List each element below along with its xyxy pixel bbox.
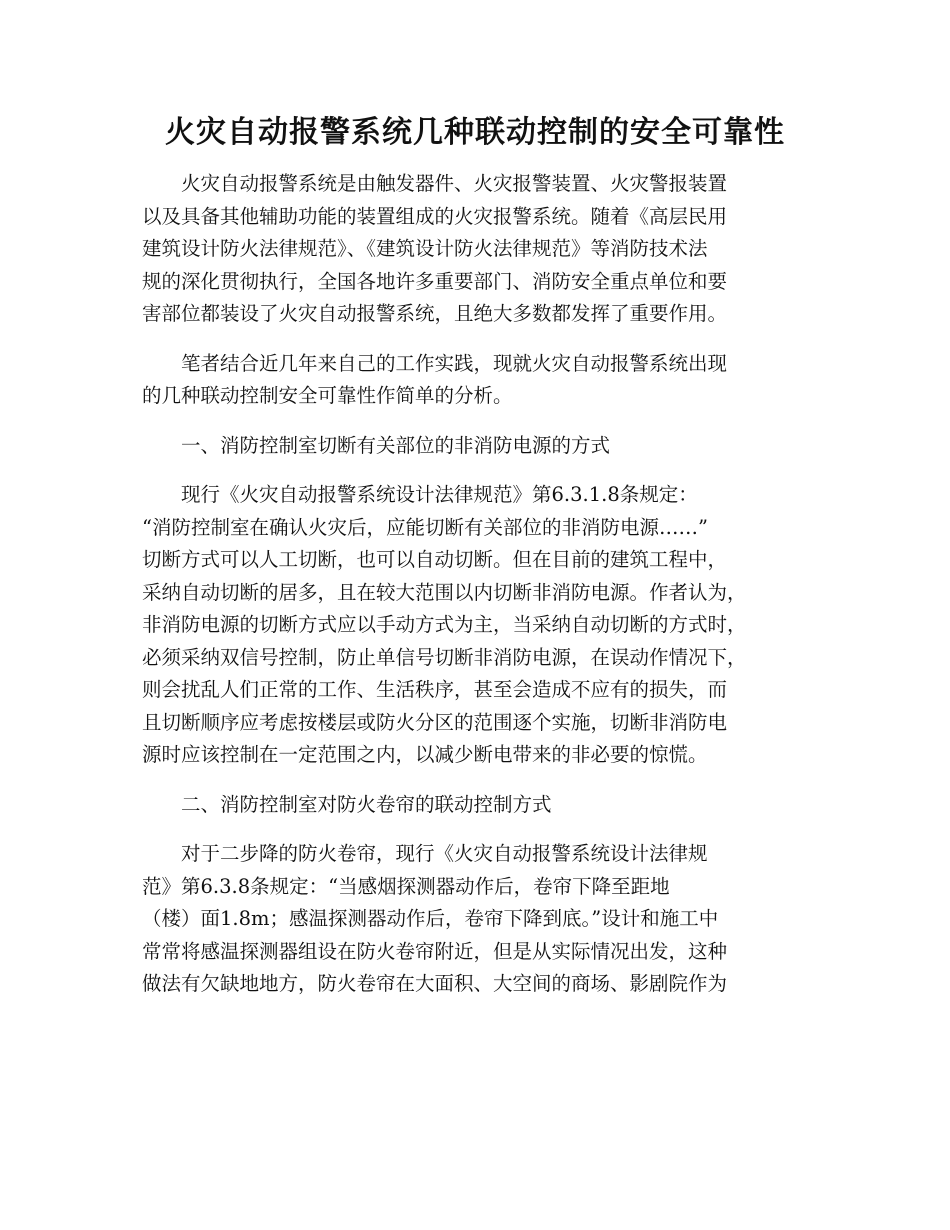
text-line: 范》第6.3.8条规定：“当感烟探测器动作后，卷帘下降至距地 bbox=[142, 874, 670, 898]
text-line: 源时应该控制在一定范围之内，以减少断电带来的非必要的惊慌。 bbox=[142, 743, 708, 766]
text-line: 规的深化贯彻执行，全国各地许多重要部门、消防安全重点单位和要 bbox=[142, 269, 728, 293]
document-page bbox=[142, 108, 808, 1001]
text-line: （楼）面1.8m；感温探测器动作后，卷帘下降到底。”设计和施工中 bbox=[142, 907, 719, 930]
text-line: 做法有欠缺地地方，防火卷帘在大面积、大空间的商场、影剧院作为 bbox=[142, 972, 728, 995]
paragraph-intro bbox=[142, 168, 808, 331]
text-line: 对于二步降的防火卷帘，现行《火灾自动报警系统设计法律规 bbox=[142, 842, 708, 865]
text-line: 现行《火灾自动报警系统设计法律规范》第6.3.1.8条规定： bbox=[142, 483, 698, 506]
paragraph-author-note bbox=[142, 348, 808, 413]
text-line: “消防控制室在确认火灾后，应能切断有关部位的非消防电源……” bbox=[142, 515, 708, 539]
text-line: 必须采纳双信号控制，防止单信号切断非消防电源，在误动作情况下， bbox=[142, 645, 747, 669]
text-line: 非消防电源的切断方式应以手动方式为主，当采纳自动切断的方式时， bbox=[142, 613, 747, 636]
text-line: 则会扰乱人们正常的工作、生活秩序，甚至会造成不应有的损失，而 bbox=[142, 678, 728, 701]
text-line: 火灾自动报警系统是由触发器件、火灾报警装置、火灾警报装置 bbox=[142, 172, 728, 195]
paragraph-section-1 bbox=[142, 479, 808, 772]
text-line: 以及具备其他辅助功能的装置组成的火灾报警系统。随着《高层民用 bbox=[142, 204, 728, 228]
document-title: 火灾自动报警系统几种联动控制的安全可靠性 bbox=[165, 115, 785, 150]
text-line: 害部位都装设了火灾自动报警系统，且绝大多数都发挥了重要作用。 bbox=[142, 302, 728, 325]
paragraph-section-2 bbox=[142, 838, 808, 1001]
text-line: 常常将感温探测器组设在防火卷帘附近，但是从实际情况出发，这种 bbox=[142, 939, 728, 963]
text-line: 切断方式可以人工切断，也可以自动切断。但在目前的建筑工程中， bbox=[142, 548, 728, 571]
text-line: 建筑设计防火法律规范》、《建筑设计防火法律规范》等消防技术法 bbox=[142, 237, 708, 260]
text-line: 采纳自动切断的居多，且在较大范围以内切断非消防电源。作者认为， bbox=[142, 580, 747, 604]
text-line: 笔者结合近几年来自己的工作实践，现就火灾自动报警系统出现 bbox=[142, 351, 728, 375]
section-heading-2 bbox=[142, 789, 808, 822]
text-line: 的几种联动控制安全可靠性作简单的分析。 bbox=[142, 384, 513, 407]
section-heading-1 bbox=[142, 430, 808, 463]
heading-line: 一、消防控制室切断有关部位的非消防电源的方式 bbox=[142, 433, 611, 457]
text-line: 且切断顺序应考虑按楼层或防火分区的范围逐个实施，切断非消防电 bbox=[142, 710, 728, 734]
heading-line: 二、消防控制室对防火卷帘的联动控制方式 bbox=[142, 792, 552, 816]
